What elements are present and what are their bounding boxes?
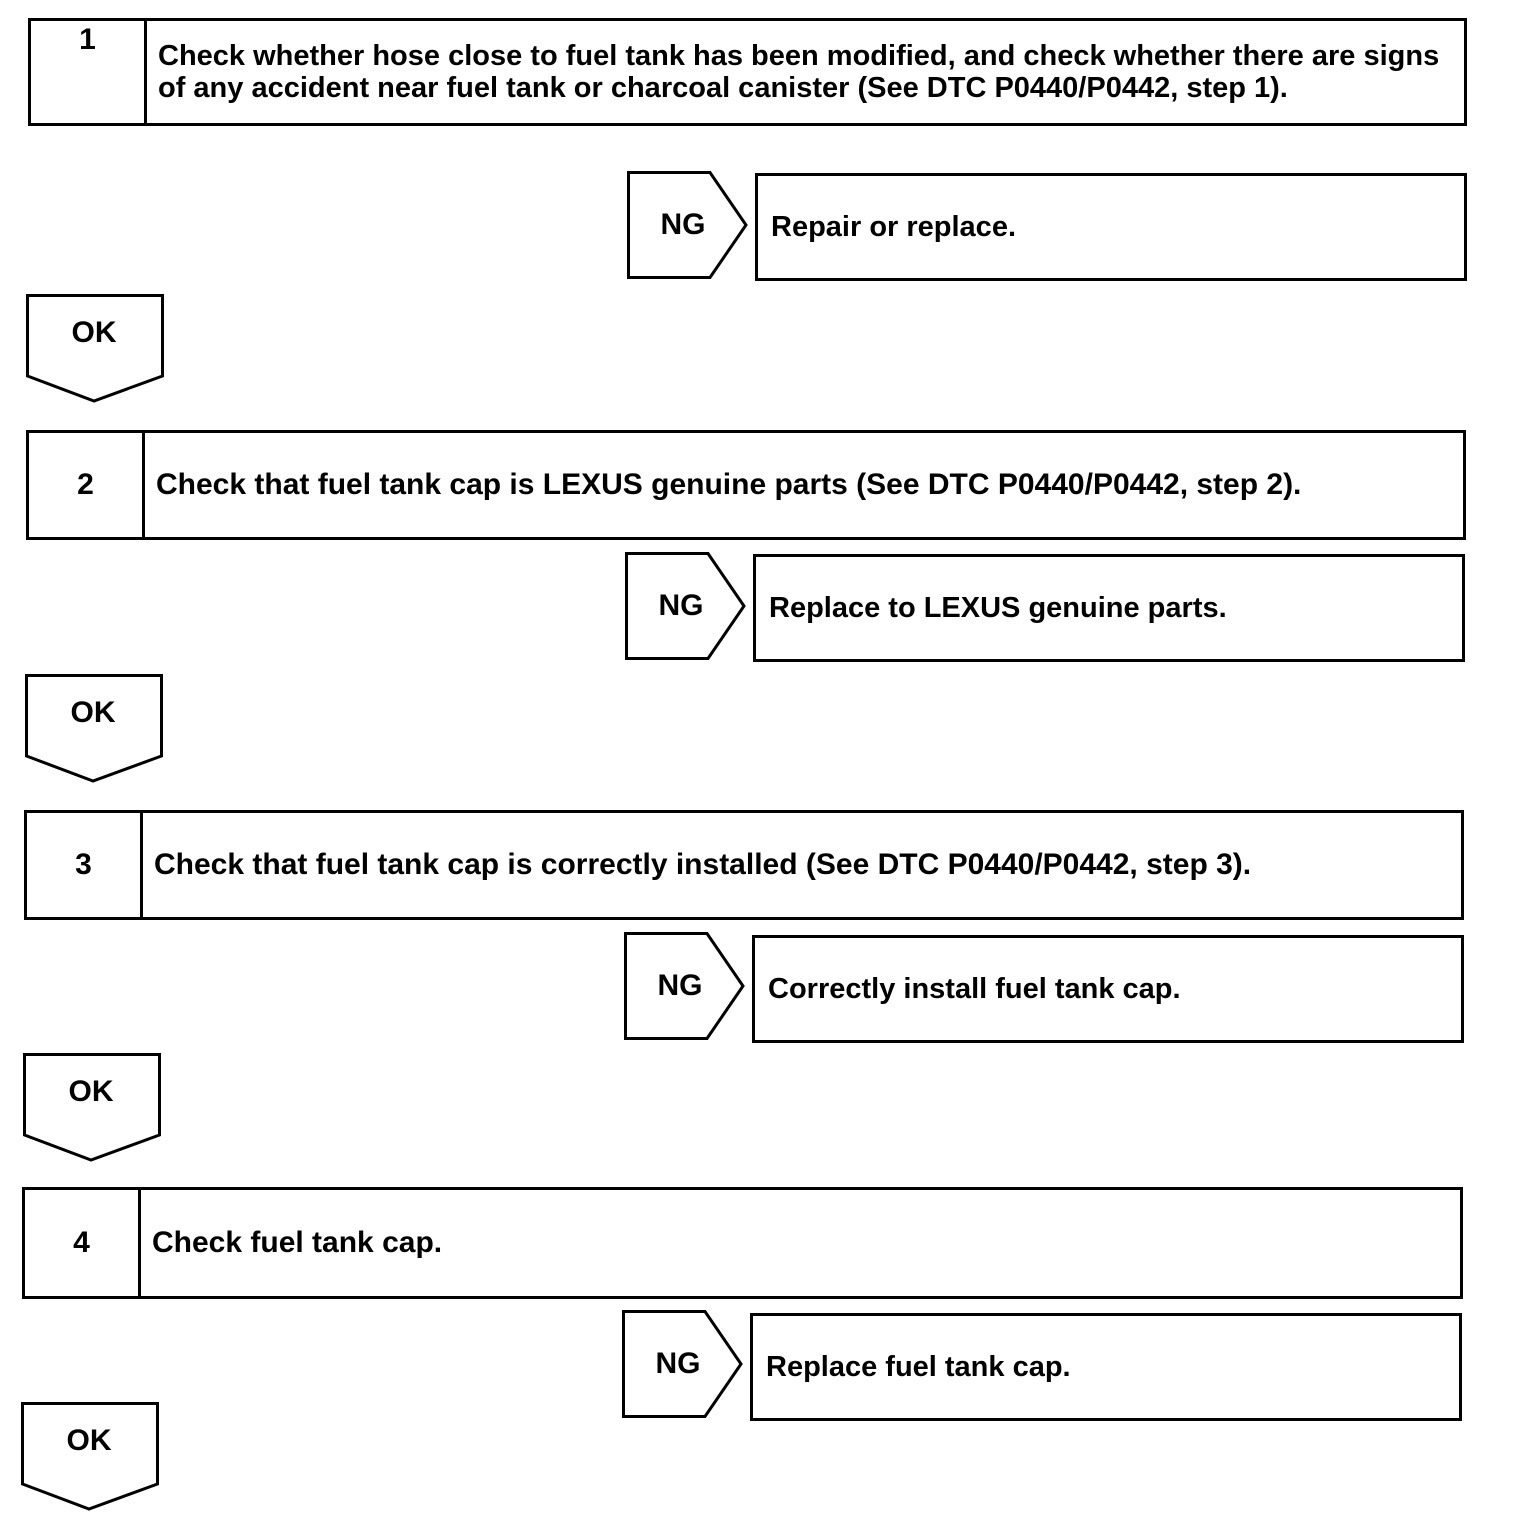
action-box: Replace fuel tank cap. — [750, 1313, 1462, 1421]
ok-arrow — [25, 674, 165, 784]
ok-arrow — [23, 1053, 163, 1163]
ng-label: NG — [655, 1347, 701, 1380]
action-box: Correctly install fuel tank cap. — [752, 935, 1464, 1043]
ng-label: NG — [658, 589, 704, 622]
action-box: Replace to LEXUS genuine parts. — [753, 554, 1465, 662]
action-box: Repair or replace. — [755, 173, 1467, 281]
step-number: 2 — [29, 433, 145, 537]
ng-arrow — [625, 552, 747, 660]
ng-label: NG — [657, 969, 703, 1002]
step-text: Check whether hose close to fuel tank has been modified, and check whether there are signs of any accident near fuel tank or charcoal canister (See DTC P0440/P0442, step 1). — [158, 40, 1440, 104]
ok-arrow — [26, 294, 166, 404]
ng-arrow — [624, 932, 746, 1040]
step-box-3 — [24, 810, 1464, 920]
step-text: Check that fuel tank cap is correctly installed (See DTC P0440/P0442, step 3). — [154, 848, 1252, 881]
step-text: Check that fuel tank cap is LEXUS genuine parts (See DTC P0440/P0442, step 2). — [156, 468, 1302, 501]
step-text: Check fuel tank cap. — [152, 1226, 443, 1259]
step-number: 3 — [27, 813, 143, 917]
ng-arrow — [622, 1310, 744, 1418]
step-box-1 — [28, 18, 1467, 126]
ok-label: OK — [66, 1424, 112, 1457]
ok-arrow — [21, 1402, 161, 1512]
step-box-4 — [22, 1187, 1463, 1299]
ng-label: NG — [660, 208, 706, 241]
step-number: 1 — [31, 21, 147, 123]
step-box-2 — [26, 430, 1466, 540]
ok-label: OK — [70, 696, 116, 729]
step-number: 4 — [25, 1190, 141, 1296]
ok-label: OK — [71, 316, 117, 349]
ng-arrow — [627, 171, 749, 279]
ok-label: OK — [68, 1075, 114, 1108]
